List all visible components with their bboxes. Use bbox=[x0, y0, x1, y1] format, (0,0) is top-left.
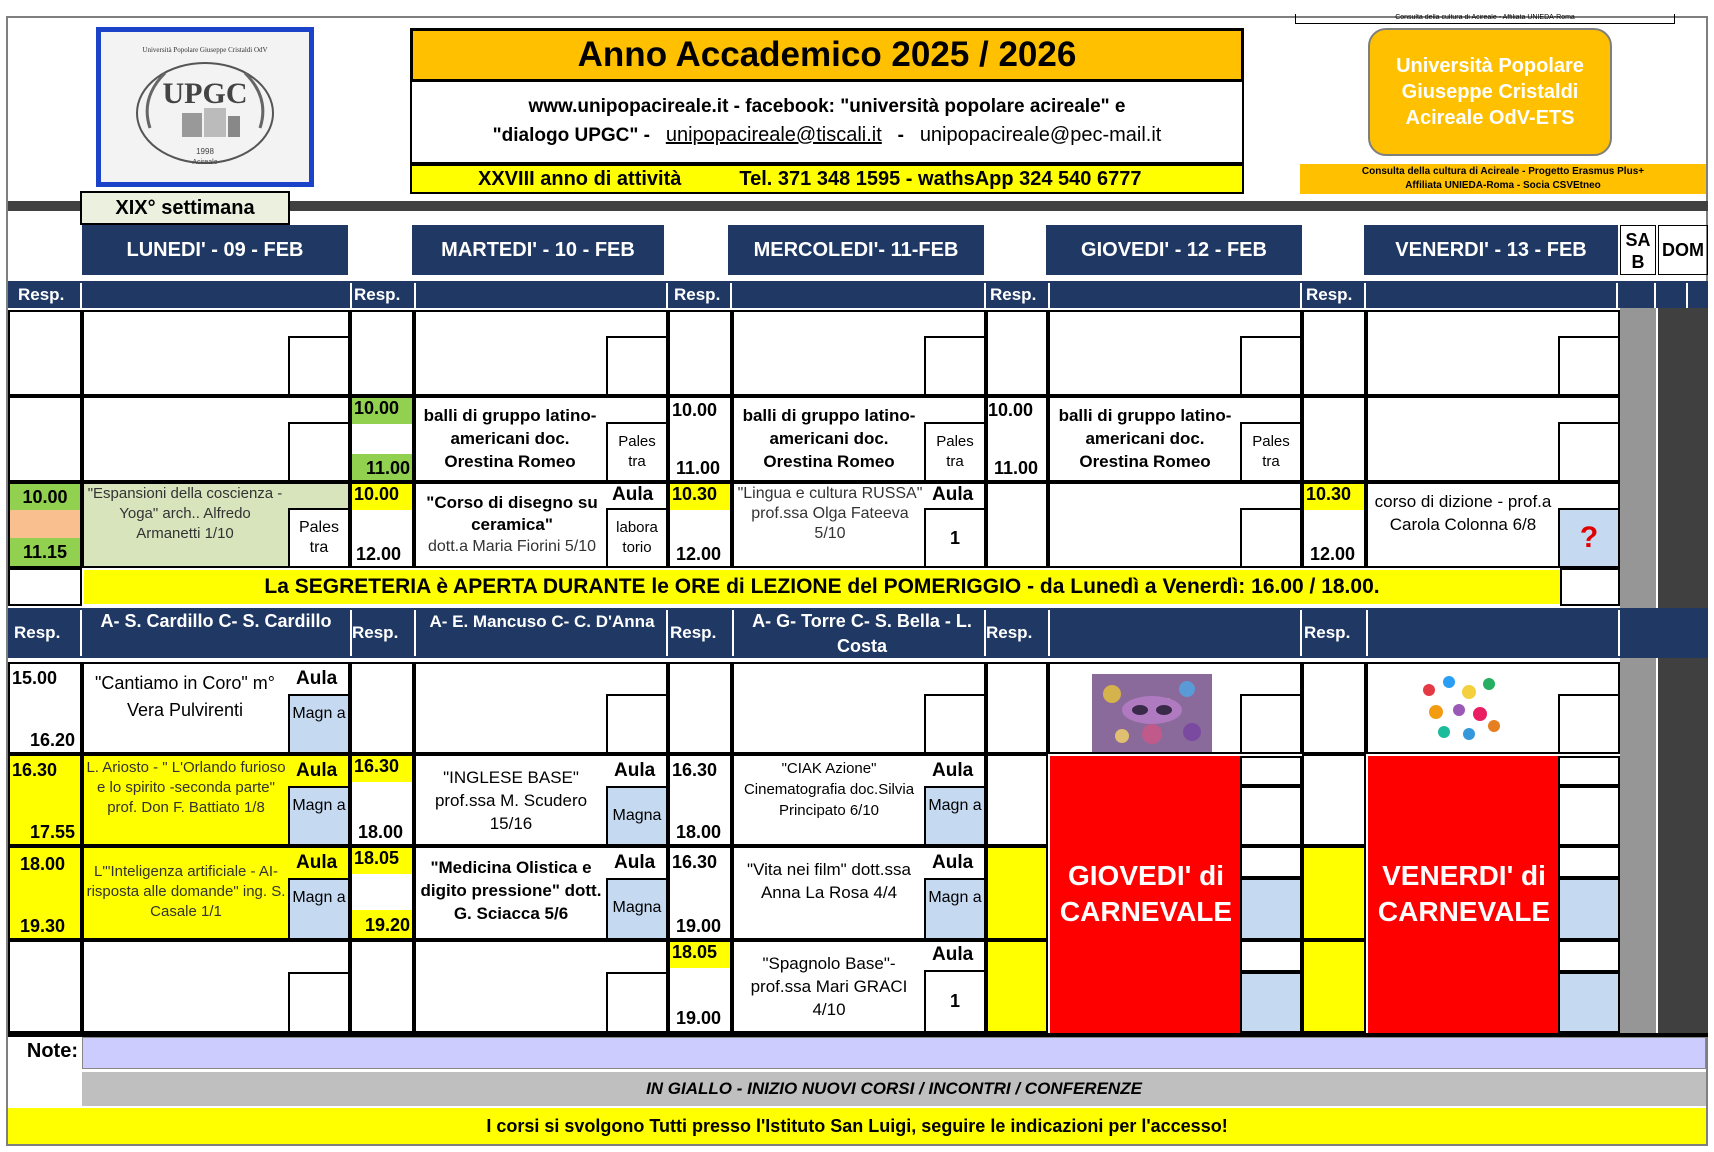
room-cell bbox=[1240, 756, 1302, 786]
room-cell: Magn a bbox=[924, 786, 986, 846]
resp-label-thu-pm: Resp. bbox=[986, 608, 1048, 658]
resp-sep bbox=[1366, 610, 1368, 656]
time-cell bbox=[350, 310, 414, 396]
email-link[interactable]: unipopacireale@tiscali.it bbox=[665, 124, 882, 146]
aula-label: Aula bbox=[932, 484, 974, 505]
room-cell bbox=[288, 972, 350, 1033]
room-cell bbox=[1558, 786, 1620, 846]
logo-emblem-icon bbox=[130, 58, 280, 168]
course-text bbox=[418, 492, 606, 558]
course-text: "Medicina Olistica e digito pressione" dott. G. Sciacca 5/6 bbox=[420, 858, 602, 923]
room-cell: Pales tra bbox=[924, 422, 986, 482]
room-cell bbox=[1240, 786, 1302, 846]
course-text: L. Ariosto - " L'Orlando furioso e lo spirito -seconda parte" prof. Don F. Battiato 1/8 bbox=[86, 759, 286, 816]
resp-bar bbox=[8, 281, 1708, 308]
course-text: corso di dizione - prof.a Carola Colonna 6/8 bbox=[1374, 492, 1552, 534]
day-header-monday: LUNEDI' - 09 - FEB bbox=[82, 225, 348, 275]
resp-sep bbox=[1654, 283, 1656, 308]
end-time: 11.15 bbox=[10, 538, 80, 566]
time-cell bbox=[986, 662, 1048, 754]
course-teacher: dott.a Maria Fiorini 5/10 bbox=[427, 538, 597, 555]
resp-teachers-wed: A- G- Torre C- S. Bella - L. Costa bbox=[740, 608, 984, 658]
room-cell: Magna bbox=[606, 786, 668, 846]
time-cell bbox=[1302, 940, 1366, 1033]
start-time: 10.00 bbox=[352, 398, 412, 424]
saturday-column bbox=[1620, 308, 1656, 1035]
room-cell bbox=[606, 336, 668, 396]
start-time: 15.00 bbox=[12, 668, 58, 688]
resp-sep bbox=[666, 283, 668, 308]
start-time: 18.05 bbox=[352, 848, 412, 874]
end-time: 11.00 bbox=[352, 454, 412, 480]
start-time: 10.00 bbox=[352, 484, 412, 510]
end-time: 19.00 bbox=[676, 1008, 722, 1028]
time-cell bbox=[986, 754, 1048, 846]
room-cell: Magn a bbox=[288, 694, 350, 754]
resp-label-thu: Resp. bbox=[990, 281, 1050, 308]
start-time: 18.05 bbox=[670, 942, 730, 968]
room-cell bbox=[924, 694, 986, 754]
time-cell bbox=[8, 396, 82, 482]
consulta-line-2: Affiliata UNIEDA-Roma - Socia CSVEtneo bbox=[1405, 180, 1601, 191]
course-text: "Vita nei film" dott.ssa Anna La Rosa 4/4 bbox=[747, 860, 911, 902]
time-cell bbox=[1302, 662, 1366, 754]
room-cell bbox=[1240, 508, 1302, 568]
resp-sep bbox=[350, 283, 352, 308]
start-time: 18.00 bbox=[20, 854, 66, 874]
room-cell bbox=[288, 336, 350, 396]
time-cell bbox=[986, 482, 1048, 568]
anno-attivita: XXVIII anno di attività bbox=[478, 167, 682, 190]
room-cell: Magn a bbox=[924, 878, 986, 940]
end-time: 16.20 bbox=[30, 730, 76, 750]
segreteria-notice: La SEGRETERIA è APERTA DURANTE le ORE di LEZIONE del POMERIGGIO - da Lunedì a Venerdì: 16.00 / 18.00. bbox=[84, 570, 1560, 604]
contact-info bbox=[410, 82, 1244, 164]
time-cell bbox=[986, 310, 1048, 396]
room-cell bbox=[1558, 972, 1620, 1033]
day-header-friday: VENERDI' - 13 - FEB bbox=[1364, 225, 1618, 275]
resp-sep bbox=[1686, 283, 1688, 308]
contact-line-1: www.unipopacireale.it - facebook: "università popolare acireale" e bbox=[528, 96, 1126, 117]
room-cell bbox=[1558, 336, 1620, 396]
start-time: 10.30 bbox=[670, 484, 730, 510]
room-cell bbox=[288, 422, 350, 482]
resp-sep bbox=[80, 283, 82, 308]
carnival-mask-image bbox=[1092, 674, 1212, 752]
course-text: L'"Inteligenza artificiale - AI-risposta alle domande" ing. S. Casale 1/1 bbox=[86, 863, 286, 920]
time-cell bbox=[8, 940, 82, 1033]
resp-sep bbox=[666, 610, 668, 656]
end-time: 12.00 bbox=[356, 544, 402, 564]
aula-label: Aula bbox=[296, 668, 338, 689]
aula-label: Aula bbox=[612, 484, 654, 505]
resp-sep bbox=[984, 283, 986, 308]
room-cell bbox=[1240, 940, 1302, 972]
end-time: 11.00 bbox=[676, 458, 721, 478]
resp-sep bbox=[1300, 610, 1302, 656]
day-header-thursday: GIOVEDI' - 12 - FEB bbox=[1046, 225, 1302, 275]
resp-sep bbox=[1364, 283, 1366, 308]
start-time: 10.00 bbox=[988, 400, 1034, 420]
room-cell: 1 bbox=[924, 970, 986, 1033]
start-time: 16.30 bbox=[672, 760, 718, 780]
consulta-top-caption: Consulta della cultura di Acireale - Affiliata UNIEDA-Roma bbox=[1295, 14, 1675, 24]
resp-label-wed: Resp. bbox=[674, 281, 734, 308]
room-cell bbox=[1558, 878, 1620, 940]
start-time: 16.30 bbox=[12, 760, 58, 780]
course-text: "Cantiamo in Coro" m° Vera Pulvirenti bbox=[94, 673, 276, 720]
room-cell bbox=[606, 694, 668, 754]
resp-sep bbox=[1048, 610, 1050, 656]
resp-label-wed-pm: Resp. bbox=[670, 608, 732, 658]
week-label: XIX° settimana bbox=[80, 191, 290, 225]
upgc-line-1: Università Popolare bbox=[1396, 55, 1584, 77]
upgc-line-3: Acireale OdV-ETS bbox=[1405, 107, 1575, 129]
time-cell bbox=[986, 846, 1048, 940]
resp-sep bbox=[80, 610, 82, 656]
note-field[interactable] bbox=[82, 1037, 1706, 1069]
resp-sep bbox=[730, 283, 732, 308]
consulta-banner bbox=[1300, 164, 1706, 194]
upgc-line-2: Giuseppe Cristaldi bbox=[1401, 81, 1579, 103]
resp-sep bbox=[1618, 610, 1620, 656]
carnevale-text-friday: VENERDI' di CARNEVALE bbox=[1377, 860, 1551, 927]
day-header-saturday: SA B bbox=[1620, 225, 1656, 275]
note-label: Note: bbox=[26, 1040, 78, 1062]
time-cell bbox=[1302, 310, 1366, 396]
page-title: Anno Accademico 2025 / 2026 bbox=[410, 28, 1244, 82]
room-cell bbox=[1240, 694, 1302, 754]
aula-label: Aula bbox=[932, 760, 974, 781]
resp-label-fri: Resp. bbox=[1306, 281, 1366, 308]
upgc-logo bbox=[96, 27, 314, 187]
aula-label: Aula bbox=[614, 760, 656, 781]
course-text: "Lingua e cultura RUSSA" prof.ssa Olga Fateeva 5/10 bbox=[737, 485, 923, 542]
resp-sep bbox=[350, 610, 352, 656]
pec-email[interactable]: unipopacireale@pec-mail.it bbox=[919, 124, 1162, 146]
time-cell bbox=[1302, 396, 1366, 482]
end-time: 11.00 bbox=[994, 458, 1039, 478]
upgc-badge bbox=[1368, 28, 1612, 156]
start-time: 10.00 bbox=[10, 484, 80, 510]
time-cell bbox=[668, 662, 732, 754]
time-cell bbox=[668, 310, 732, 396]
end-time: 17.55 bbox=[30, 822, 76, 842]
resp-teachers-mon: A- S. Cardillo C- S. Cardillo bbox=[84, 608, 348, 658]
room-cell bbox=[1558, 422, 1620, 482]
day-header-tuesday: MARTEDI' - 10 - FEB bbox=[412, 225, 664, 275]
logo-caption: Università Popolare Giuseppe Cristaldi OdV bbox=[142, 46, 268, 54]
empty-cell bbox=[1560, 568, 1620, 606]
start-time: 16.30 bbox=[672, 852, 718, 872]
resp-sep bbox=[1048, 283, 1050, 308]
end-time: 19.30 bbox=[20, 916, 66, 936]
confetti-image bbox=[1414, 670, 1504, 746]
resp-sep bbox=[414, 283, 416, 308]
location-notice: I corsi si svolgono Tutti presso l'Istituto San Luigi, seguire le indicazioni per l'accesso! bbox=[8, 1108, 1706, 1144]
room-cell bbox=[1558, 940, 1620, 972]
end-time: 12.00 bbox=[676, 544, 722, 564]
resp-sep bbox=[984, 610, 986, 656]
resp-label-tue: Resp. bbox=[354, 281, 414, 308]
resp-label-mon-pm: Resp. bbox=[14, 608, 80, 658]
start-time: 10.30 bbox=[1304, 484, 1364, 510]
resp-sep bbox=[1616, 283, 1618, 308]
start-time: 16.30 bbox=[352, 756, 412, 782]
room-cell: Pales tra bbox=[1240, 422, 1302, 482]
room-cell bbox=[1240, 336, 1302, 396]
aula-label: Aula bbox=[932, 944, 974, 965]
resp-teachers-tue: A- E. Mancuso C- C. D'Anna bbox=[420, 608, 664, 658]
course-text: balli di gruppo latino-americani doc. Orestina Romeo bbox=[1058, 406, 1232, 471]
time-cell bbox=[350, 662, 414, 754]
room-unknown: ? bbox=[1558, 508, 1620, 568]
course-text: "CIAK Azione" Cinematografia doc.Silvia Principato 6/10 bbox=[743, 760, 915, 819]
aula-label: Aula bbox=[614, 852, 656, 873]
phone-numbers: Tel. 371 348 1595 - wathsApp 324 540 6777 bbox=[739, 167, 1142, 190]
resp-sep bbox=[732, 610, 734, 656]
consulta-line-1: Consulta della cultura di Acireale - Progetto Erasmus Plus+ bbox=[1361, 166, 1645, 177]
end-time: 19.20 bbox=[352, 910, 412, 938]
room-cell bbox=[924, 336, 986, 396]
contact-dialogo: "dialogo UPGC" - bbox=[492, 125, 650, 146]
end-time: 19.00 bbox=[676, 916, 722, 936]
end-time: 18.00 bbox=[676, 822, 722, 842]
time-cell bbox=[8, 310, 82, 396]
room-cell: Pales tra bbox=[606, 422, 668, 482]
room-cell: Pales tra bbox=[288, 508, 350, 568]
room-cell bbox=[1240, 846, 1302, 878]
logo-city: Acireale bbox=[192, 159, 218, 166]
room-cell: Magna bbox=[606, 878, 668, 940]
resp-label-tue-pm: Resp. bbox=[352, 608, 414, 658]
sunday-column bbox=[1658, 308, 1708, 1035]
course-title: "Corso di disegno su ceramica" bbox=[426, 493, 598, 534]
course-text: "Spagnolo Base"- prof.ssa Mari GRACI 4/10 bbox=[750, 954, 908, 1019]
aula-label: Aula bbox=[932, 852, 974, 873]
aula-label: Aula bbox=[296, 760, 338, 781]
empty-cell bbox=[8, 568, 82, 606]
day-header-wednesday: MERCOLEDI'- 11-FEB bbox=[728, 225, 984, 275]
logo-year: 1998 bbox=[196, 147, 214, 156]
room-cell bbox=[1240, 972, 1302, 1033]
time-cell bbox=[1302, 754, 1366, 846]
room-cell: Magn a bbox=[288, 786, 350, 846]
contact-dash: - bbox=[897, 125, 904, 146]
time-cell bbox=[350, 940, 414, 1033]
logo-text: UPGC bbox=[162, 77, 248, 110]
course-text: balli di gruppo latino-americani doc. Orestina Romeo bbox=[742, 406, 916, 471]
room-cell bbox=[1558, 694, 1620, 754]
resp-label-mon: Resp. bbox=[18, 281, 78, 308]
course-text: "Espansioni della coscienza - Yoga" arch.. Alfredo Armanetti 1/10 bbox=[86, 484, 284, 566]
carnevale-text-thursday: GIOVEDI' di CARNEVALE bbox=[1059, 860, 1233, 927]
room-cell bbox=[1558, 756, 1620, 786]
resp-label-fri-pm: Resp. bbox=[1304, 608, 1366, 658]
resp-sep bbox=[1300, 283, 1302, 308]
course-text: balli di gruppo latino-americani doc. Orestina Romeo bbox=[423, 406, 597, 471]
day-header-sunday: DOM bbox=[1658, 225, 1708, 275]
room-cell bbox=[606, 972, 668, 1033]
time-cell bbox=[1302, 846, 1366, 940]
end-time: 12.00 bbox=[1310, 544, 1356, 564]
room-cell bbox=[1240, 878, 1302, 940]
room-cell bbox=[1558, 846, 1620, 878]
room-cell: Magn a bbox=[288, 878, 350, 940]
course-text: "INGLESE BASE" prof.ssa M. Scudero 15/16 bbox=[434, 768, 588, 833]
phone-bar bbox=[410, 164, 1244, 194]
aula-label: Aula bbox=[296, 852, 338, 873]
end-time: 18.00 bbox=[358, 822, 404, 842]
legend-yellow: IN GIALLO - INIZIO NUOVI CORSI / INCONTRI / CONFERENZE bbox=[82, 1072, 1706, 1106]
room-cell: 1 bbox=[924, 508, 986, 568]
time-cell bbox=[986, 940, 1048, 1033]
room-cell: labora torio bbox=[606, 508, 668, 568]
time-fill bbox=[10, 510, 80, 538]
start-time: 10.00 bbox=[672, 400, 718, 420]
resp-sep bbox=[414, 610, 416, 656]
